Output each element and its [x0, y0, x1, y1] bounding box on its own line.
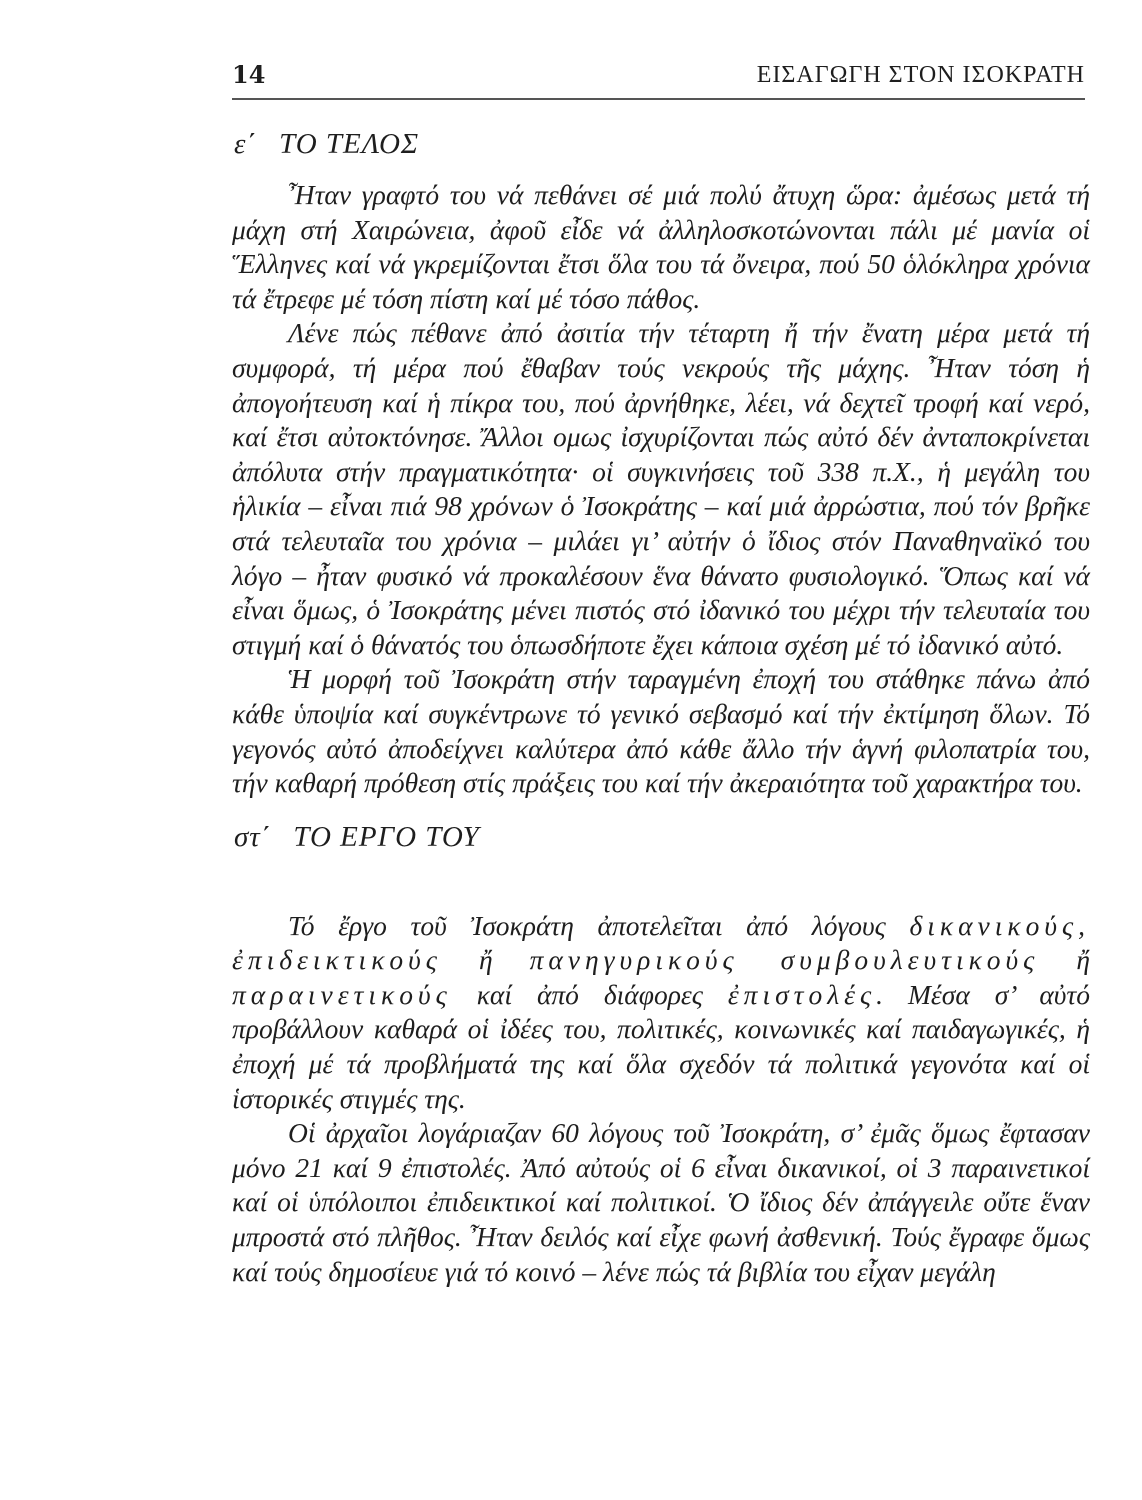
spaced-term: ἐπιστολές — [727, 978, 877, 1010]
running-title: ΕΙΣΑΓΩΓΗ ΣΤΟΝ ΙΣΟΚΡΑΤΗ — [756, 62, 1085, 88]
paragraph: Λένε πώς πέθανε ἀπό ἀσιτία τήν τέταρτη ἤ τήν ἔνατη μέρα μετά τή συμφορά, τή μέρα πού ἔθαβαν τούς νεκρούς τῆς μάχης. Ἦταν τόση ἡ ἀπογοήτευση καί ἡ πίκρα του, πού ἀρνήθηκε, λέει, νά δεχτεῖ τροφή καί νερό, καί ἔτσι αὐτοκτόνησε. Ἄλλοι ομως ἰσχυρίζονται πώς αὐτό δέν ἀνταποκρίνεται ἀπόλυτα στήν πραγματικότητα· οἱ συγκινήσεις τοῦ 338 π.Χ., ἡ μεγάλη του ἡλικία – εἶναι πιά 98 χρόνων ὁ Ἰσοκράτης – καί μιά ἀρρώστια, πού τόν βρῆκε στά τελευταῖα του χρόνια – μιλάει γι’ αὐτήν ὁ ἴδιος στόν Παναθηναϊκό του λόγο – ἦταν φυσικό νά προκαλέσουν ἕνα θάνατο φυσιολογικό. Ὅπως καί νά εἶναι ὅμως, ὁ Ἰσοκράτης μένει πιστός στό ἰδανικό του μέχρι τήν τελευταία του στιγμή καί ὁ θάνατός του ὁπωσδήποτε ἔχει κάποια σχέση μέ τό ἰδανικό αὐτό. — [232, 317, 1090, 660]
section-number: στ΄ — [234, 820, 272, 853]
section-heading-the-end — [234, 126, 1090, 162]
section-heading-his-work — [234, 819, 1090, 855]
text-run: ἤ — [1039, 944, 1090, 976]
paragraph — [232, 909, 1090, 1117]
text-run: Τό ἔργο τοῦ Ἰσοκράτη ἀποτελεῖται ἀπό λόγους — [288, 909, 910, 941]
spaced-term: πανηγυρικούς συμβουλευτικούς — [529, 944, 1040, 976]
page-body — [232, 126, 1090, 1289]
section-number: ε΄ — [234, 128, 258, 160]
section-title: ΤΟ ΕΡΓΟ ΤΟΥ — [293, 820, 480, 853]
spaced-term: παραινετικούς — [232, 978, 452, 1010]
text-run: . Μέσα σ’ αὐτό προβάλλουν καθαρά οἱ ἰδέες του, πολιτικές, κοινωνικές καί παιδαγωγικές, ἡ ἐποχή μέ τά προβλήματά της καί ὅλα σχεδόν τά πολιτικά γεγονότα καί οἱ ἱστορικές στιγμές της. — [232, 978, 1090, 1114]
text-run: καί ἀπό διάφορες — [451, 978, 728, 1010]
page-number: 14 — [232, 60, 266, 89]
page-header — [232, 58, 1085, 100]
paragraph: Ἦταν γραφτό του νά πεθάνει σέ μιά πολύ ἄτυχη ὥρα: ἀμέσως μετά τή μάχη στή Χαιρώνεια, ἀφοῦ εἶδε νά ἀλληλοσκοτώνονται πάλι μέ μανία οἱ Ἕλληνες καί νά γκρεμίζονται ἔτσι ὅλα του τά ὄνειρα, πού 50 ὁλόκληρα χρόνια τά ἔτρεφε μέ τόση πίστη καί μέ τόσο πάθος. — [232, 179, 1090, 314]
paragraph: Ἡ μορφή τοῦ Ἰσοκράτη στήν ταραγμένη ἐποχή του στάθηκε πάνω ἀπό κάθε ὑποψία καί συγκέντρωνε τό γενικό σεβασμό καί τήν ἐκτίμηση ὅλων. Τό γεγονός αὐτό ἀποδείχνει καλύτερα ἀπό κάθε ἄλλο τήν ἁγνή φιλοπατρία του, τήν καθαρή πρόθεση στίς πράξεις του καί τήν ἀκεραιότητα τοῦ χαρακτήρα του. — [232, 663, 1090, 799]
spaced-term: δικανικούς, ἐπιδεικτικούς — [232, 909, 1090, 976]
paragraph: Οἱ ἀρχαῖοι λογάριαζαν 60 λόγους τοῦ Ἰσοκράτη, σ’ ἐμᾶς ὅμως ἔφτασαν μόνο 21 καί 9 ἐπιστολές. Ἀπό αὐτούς οἱ 6 εἶναι δικανικοί, οἱ 3 παραινετικοί καί οἱ ὑπόλοιποι ἐπιδεικτικοί καί πολιτικοί. Ὁ ἴδιος δέν ἀπάγγειλε οὔτε ἕναν μπροστά στό πλῆθος. Ἦταν δειλός καί εἶχε φωνή ἀσθενική. Τούς ἔγραφε ὅμως καί τούς δημοσίευε γιά τό κοινό – λένε πώς τά βιβλία του εἶχαν μεγάλη — [232, 1117, 1090, 1287]
section-title: ΤΟ ΤΕΛΟΣ — [279, 128, 420, 160]
text-run: ἤ — [441, 944, 530, 976]
